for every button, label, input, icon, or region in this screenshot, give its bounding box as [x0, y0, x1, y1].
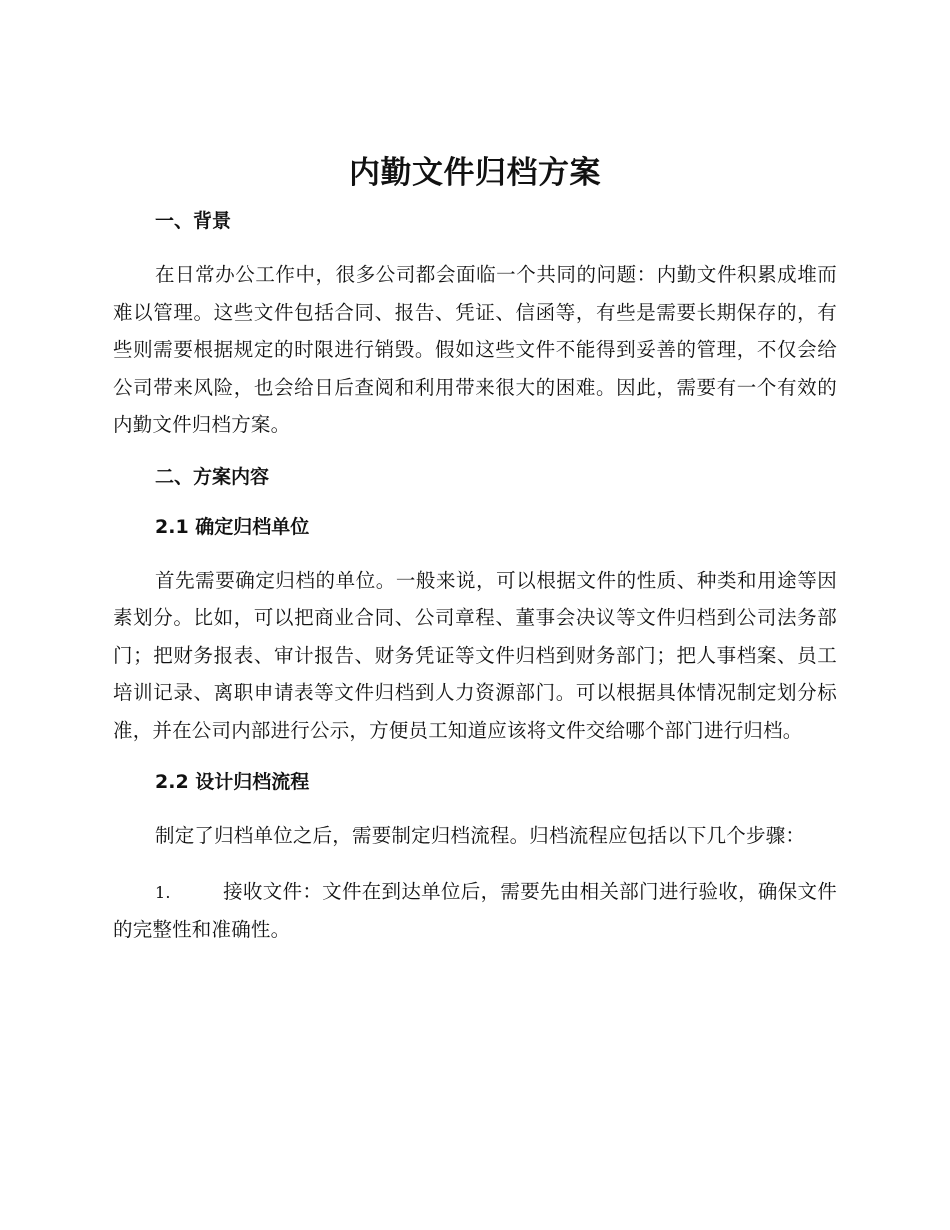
section-heading-plan-content: 二、方案内容 — [155, 465, 270, 488]
list-item-text: 接收文件：文件在到达单位后，需要先由相关部门进行验收，确保文件的完整性和准确性。 — [113, 879, 837, 941]
list-item — [113, 873, 837, 949]
list-item-number: 1. — [155, 882, 171, 902]
section-heading-background: 一、背景 — [155, 210, 232, 232]
subsection-heading-archive-units: 2.1 确定归档单位 — [155, 515, 310, 538]
background-paragraph: 在日常办公工作中，很多公司都会面临一个共同的问题：内勤文件积累成堆而难以管理。这些文件包括合同、报告、凭证、信函等，有些是需要长期保存的，有些则需要根据规定的时限进行销毁。假如这些文件不能得到妥善的管理，不仅会给公司带来风险，也会给日后查阅和利用带来很大的困难。因此，需要有一个有效的内勤文件归档方案。 — [113, 263, 837, 436]
archive-process-paragraph: 制定了归档单位之后，需要制定归档流程。归档流程应包括以下几个步骤： — [155, 824, 806, 847]
document-title: 内勤文件归档方案 — [349, 155, 601, 191]
subsection-heading-archive-process: 2.2 设计归档流程 — [155, 771, 310, 793]
archive-units-paragraph: 首先需要确定归档的单位。一般来说，可以根据文件的性质、种类和用途等因素划分。比如，可以把商业合同、公司章程、董事会决议等文件归档到公司法务部门；把财务报表、审计报告、财务凭证等文件归档到财务部门；把人事档案、员工培训记录、离职申请表等文件归档到人力资源部门。可以根据具体情况制定划分标准，并在公司内部进行公示，方便员工知道应该将文件交给哪个部门进行归档。 — [113, 568, 837, 742]
